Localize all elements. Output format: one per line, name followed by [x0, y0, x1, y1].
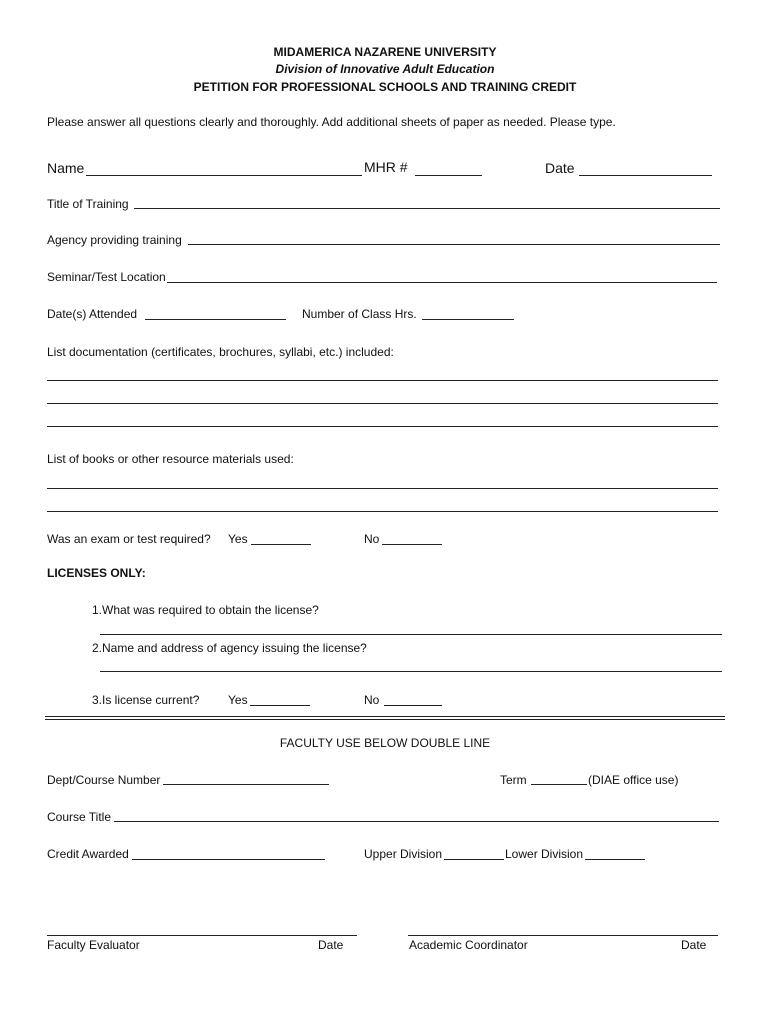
term-label: Term — [500, 773, 527, 787]
university-name: MIDAMERICA NAZARENE UNIVERSITY — [273, 45, 497, 59]
credit-awarded-field[interactable] — [132, 859, 325, 860]
dept-course-field[interactable] — [163, 784, 329, 785]
name-field[interactable] — [86, 175, 362, 176]
seminar-location-label: Seminar/Test Location — [47, 270, 166, 284]
documentation-line-3[interactable] — [47, 426, 718, 427]
course-title-label: Course Title — [47, 810, 112, 824]
exam-no-field[interactable] — [382, 544, 442, 545]
upper-division-field[interactable] — [444, 859, 504, 860]
instructions: Please answer all questions clearly and thoroughly. Add additional sheets of paper as needed. Please type. — [47, 115, 616, 129]
exam-no-label: No — [364, 532, 380, 546]
faculty-evaluator-signature-line[interactable] — [47, 935, 357, 936]
documentation-label: List documentation (certificates, brochures, syllabi, etc.) included: — [47, 345, 394, 359]
exam-yes-field[interactable] — [251, 544, 311, 545]
seminar-location-field[interactable] — [167, 282, 717, 283]
academic-coordinator-signature-line[interactable] — [408, 935, 718, 936]
license-q3: 3.Is license current? — [92, 693, 200, 707]
license-no-label: No — [364, 693, 380, 707]
title-of-training-label: Title of Training — [47, 197, 129, 211]
name-label: Name — [47, 160, 85, 176]
license-no-field[interactable] — [384, 705, 442, 706]
mhr-label: MHR # — [364, 159, 408, 175]
class-hrs-field[interactable] — [422, 319, 514, 320]
double-line-top — [45, 716, 725, 717]
division-name: Division of Innovative Adult Education — [275, 62, 495, 76]
documentation-line-1[interactable] — [47, 380, 718, 381]
license-q1: 1.What was required to obtain the license? — [92, 603, 319, 617]
class-hrs-label: Number of Class Hrs. — [302, 307, 417, 321]
license-q2-field[interactable] — [100, 671, 722, 672]
license-q1-field[interactable] — [100, 634, 722, 635]
mhr-field[interactable] — [415, 175, 482, 176]
term-note: (DIAE office use) — [588, 773, 679, 787]
license-yes-field[interactable] — [250, 705, 310, 706]
date-field[interactable] — [579, 175, 712, 176]
faculty-evaluator-label: Faculty Evaluator — [47, 938, 140, 952]
dates-attended-label: Date(s) Attended — [47, 307, 138, 321]
agency-field[interactable] — [188, 244, 720, 245]
books-line-1[interactable] — [47, 488, 718, 489]
form-title: PETITION FOR PROFESSIONAL SCHOOLS AND TRAINING CREDIT — [193, 80, 577, 94]
license-yes-label: Yes — [228, 693, 248, 707]
faculty-heading: FACULTY USE BELOW DOUBLE LINE — [279, 736, 491, 750]
faculty-date-label: Date — [318, 938, 344, 952]
academic-coordinator-label: Academic Coordinator — [409, 938, 528, 952]
exam-question: Was an exam or test required? — [47, 532, 211, 546]
lower-division-label: Lower Division — [505, 847, 584, 861]
dept-course-label: Dept/Course Number — [47, 773, 161, 787]
lower-division-field[interactable] — [585, 859, 645, 860]
date-label: Date — [545, 160, 575, 176]
exam-yes-label: Yes — [228, 532, 248, 546]
license-q2: 2.Name and address of agency issuing the license? — [92, 641, 367, 655]
term-field[interactable] — [531, 784, 587, 785]
double-line-bottom — [45, 719, 725, 720]
course-title-field[interactable] — [114, 821, 719, 822]
books-label: List of books or other resource materials used: — [47, 452, 294, 466]
documentation-line-2[interactable] — [47, 403, 718, 404]
credit-awarded-label: Credit Awarded — [47, 847, 129, 861]
agency-label: Agency providing training — [47, 233, 182, 247]
licenses-heading: LICENSES ONLY: — [47, 566, 146, 580]
books-line-2[interactable] — [47, 511, 718, 512]
upper-division-label: Upper Division — [364, 847, 443, 861]
coordinator-date-label: Date — [681, 938, 707, 952]
dates-attended-field[interactable] — [145, 319, 286, 320]
title-of-training-field[interactable] — [134, 208, 720, 209]
